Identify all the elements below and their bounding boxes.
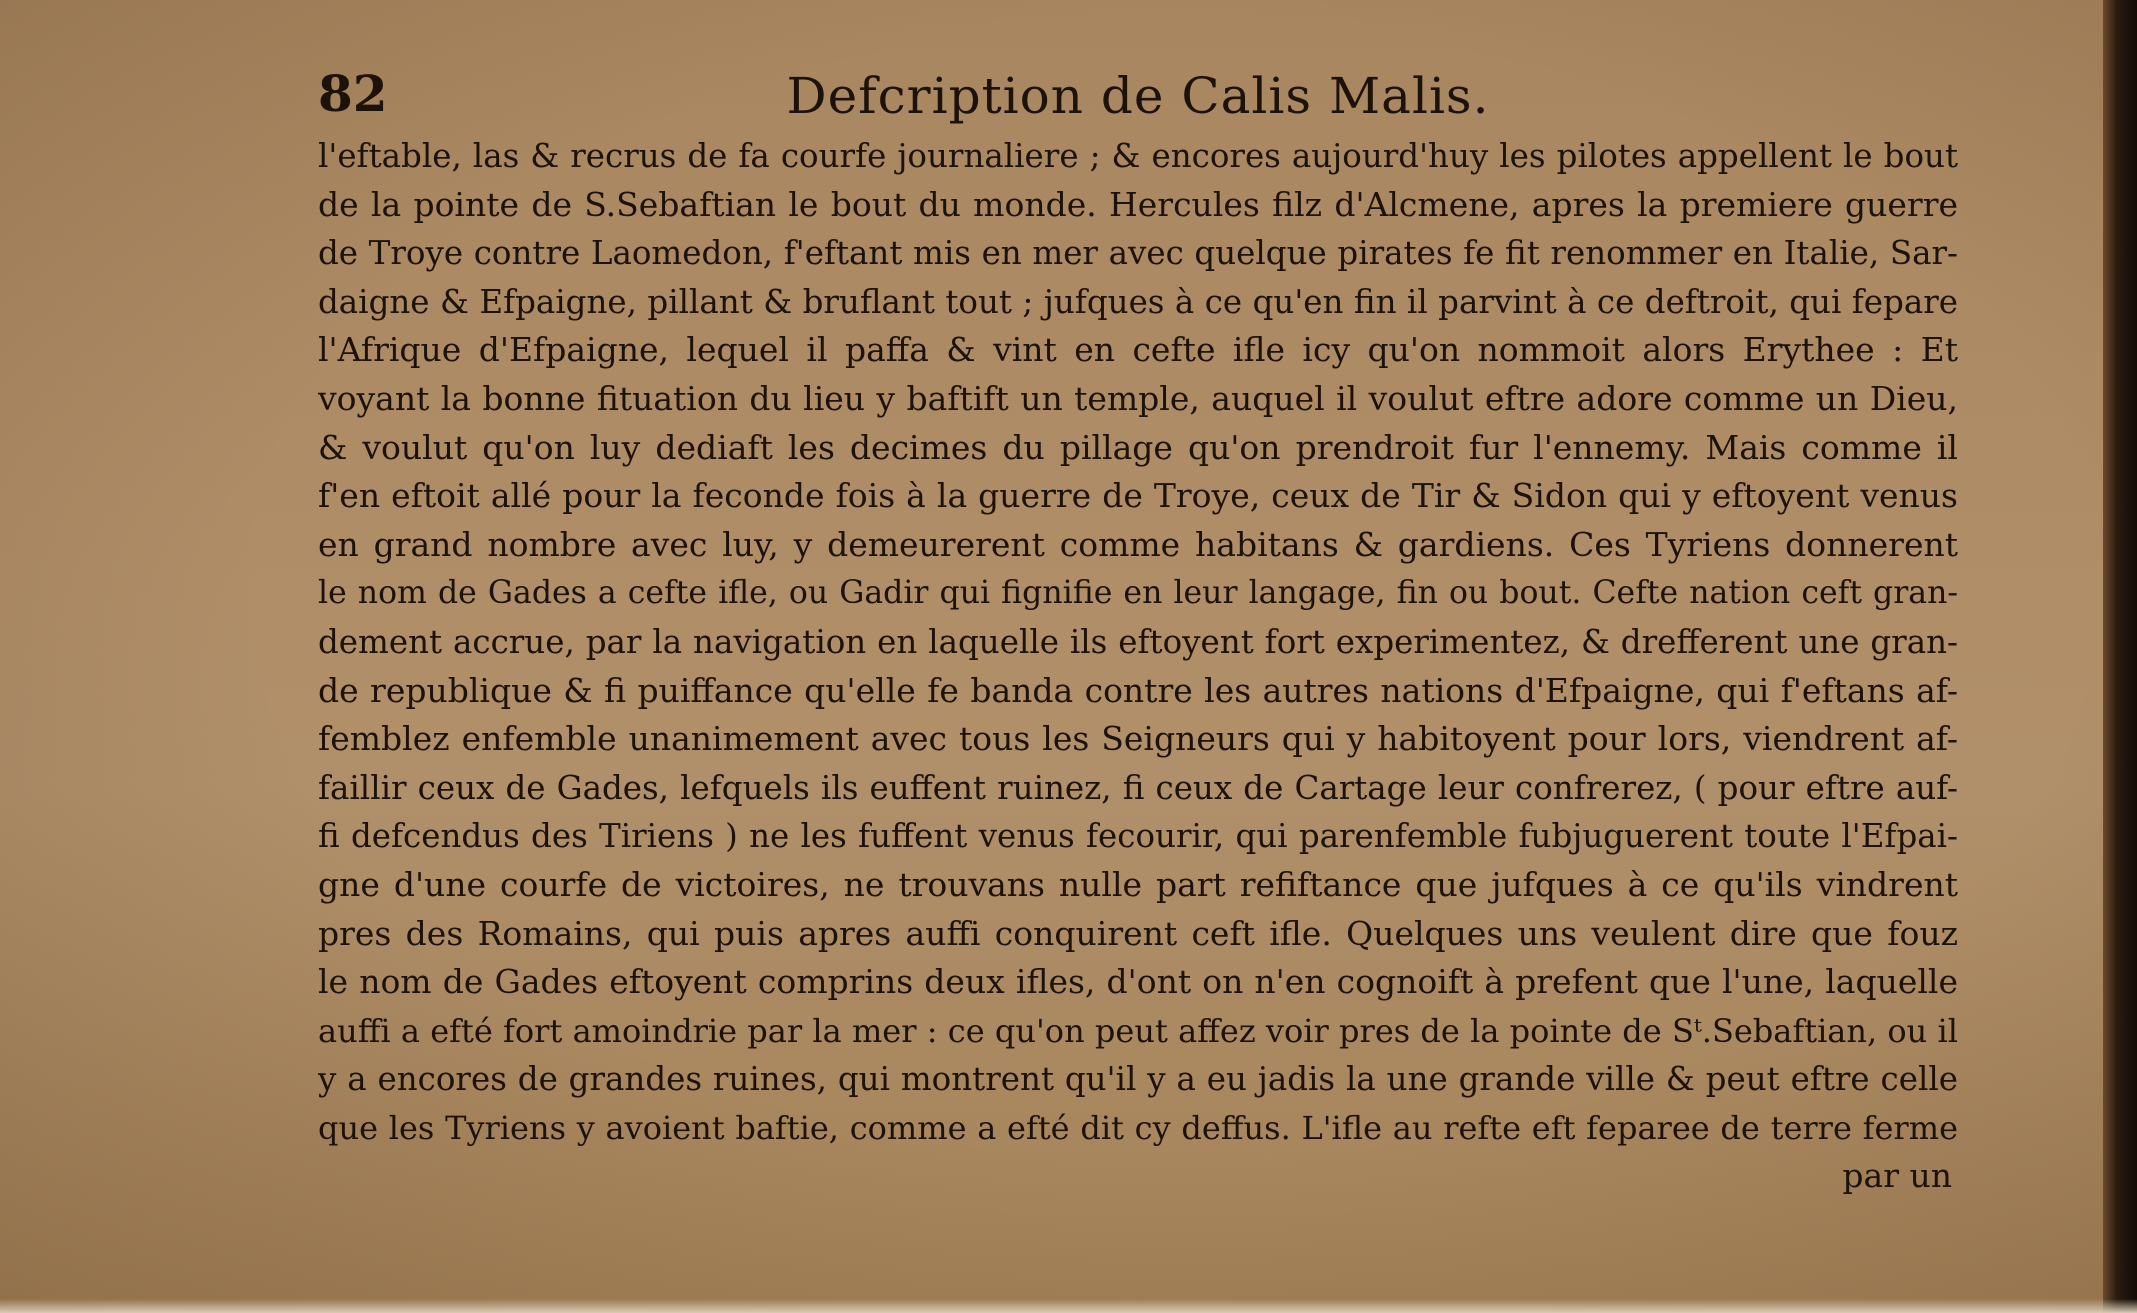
text-line-19: auffi a efté fort amoindrie par la mer : ce qu'on peut affez voir pres de la pointe de Sᵗ.Sebaftian, ou il	[318, 1011, 1958, 1050]
text-line-9: en grand nombre avec luy, y demeurerent comme habitans & gardiens. Ces Tyriens donnerent	[318, 524, 1958, 564]
text-line-11: dement accrue, par la navigation en laquelle ils eftoyent fort experimentez, & drefferent une gran-	[318, 622, 1958, 661]
text-line-15: fi defcendus des Tiriens ) ne les fuffent venus fecourir, qui parenfemble fubjuguerent toute l'Efpai-	[318, 817, 1958, 856]
page-header	[318, 62, 1958, 132]
text-line-10: le nom de Gades a cefte ifle, ou Gadir qui fignifie en leur langage, fin ou bout. Cefte nation ceft gran-	[318, 575, 1958, 612]
text-line-6: voyant la bonne fituation du lieu y baftift un temple, auquel il voulut eftre adore comme un Dieu,	[318, 378, 1958, 418]
text-line-3: de Troye contre Laomedon, f'eftant mis en mer avec quelque pirates fe fit renommer en Italie, Sar-	[318, 234, 1958, 273]
text-line-4: daigne & Efpaigne, pillant & bruflant tout ; jufques à ce qu'en fin il parvint à ce deftroit, qui fepare	[318, 282, 1958, 321]
text-line-14: faillir ceux de Gades, lefquels ils euffent ruinez, fi ceux de Cartage leur confrerez, ( pour eftre auf-	[318, 768, 1958, 807]
text-line-8: f'en eftoit allé pour la feconde fois à la guerre de Troye, ceux de Tir & Sidon qui y eftoyent venus	[318, 476, 1958, 516]
text-line-13: femblez enfemble unanimement avec tous les Seigneurs qui y habitoyent pour lors, viendrent af-	[318, 719, 1958, 759]
running-title: Defcription de Calis Malis.	[786, 67, 1490, 125]
text-line-5: l'Afrique d'Efpaigne, lequel il paffa & vint en cefte ifle icy qu'on nommoit alors Erythee : Et	[318, 330, 1958, 370]
text-line-16: gne d'une courfe de victoires, ne trouvans nulle part refiftance que jufques à ce qu'ils vindrent	[318, 864, 1958, 904]
page-bottom-edge	[0, 1299, 2137, 1313]
text-line-2: de la pointe de S.Sebaftian le bout du monde. Hercules filz d'Alcmene, apres la premiere guerre	[318, 184, 1958, 224]
text-block	[318, 62, 1958, 1201]
text-line-20: y a encores de grandes ruines, qui montrent qu'il y a eu jadis la une grande ville & peut eftre celle	[318, 1060, 1958, 1099]
text-line-12: de republique & fi puiffance qu'elle fe banda contre les autres nations d'Efpaigne, qui f'eftans af-	[318, 670, 1958, 710]
text-line-17: pres des Romains, qui puis apres auffi conquirent ceft ifle. Quelques uns veulent dire que fouz	[318, 913, 1958, 953]
text-line-1: l'eftable, las & recrus de fa courfe journaliere ; & encores aujourd'huy les pilotes appellent le bout	[318, 137, 1958, 175]
text-line-7: & voulut qu'on luy dediaft les decimes du pillage qu'on prendroit fur l'ennemy. Mais comme il	[318, 427, 1958, 467]
text-line-18: le nom de Gades eftoyent comprins deux ifles, d'ont on n'en cognoift à prefent que l'une, laquelle	[318, 962, 1958, 1002]
page-edge-shadow	[2103, 0, 2137, 1313]
catchword: par un	[1842, 1156, 1952, 1196]
text-line-21: que les Tyriens y avoient baftie, comme a efté dit cy deffus. L'ifle au refte eft feparee de terre ferme	[318, 1108, 1958, 1147]
folio-number: 82	[318, 64, 388, 123]
